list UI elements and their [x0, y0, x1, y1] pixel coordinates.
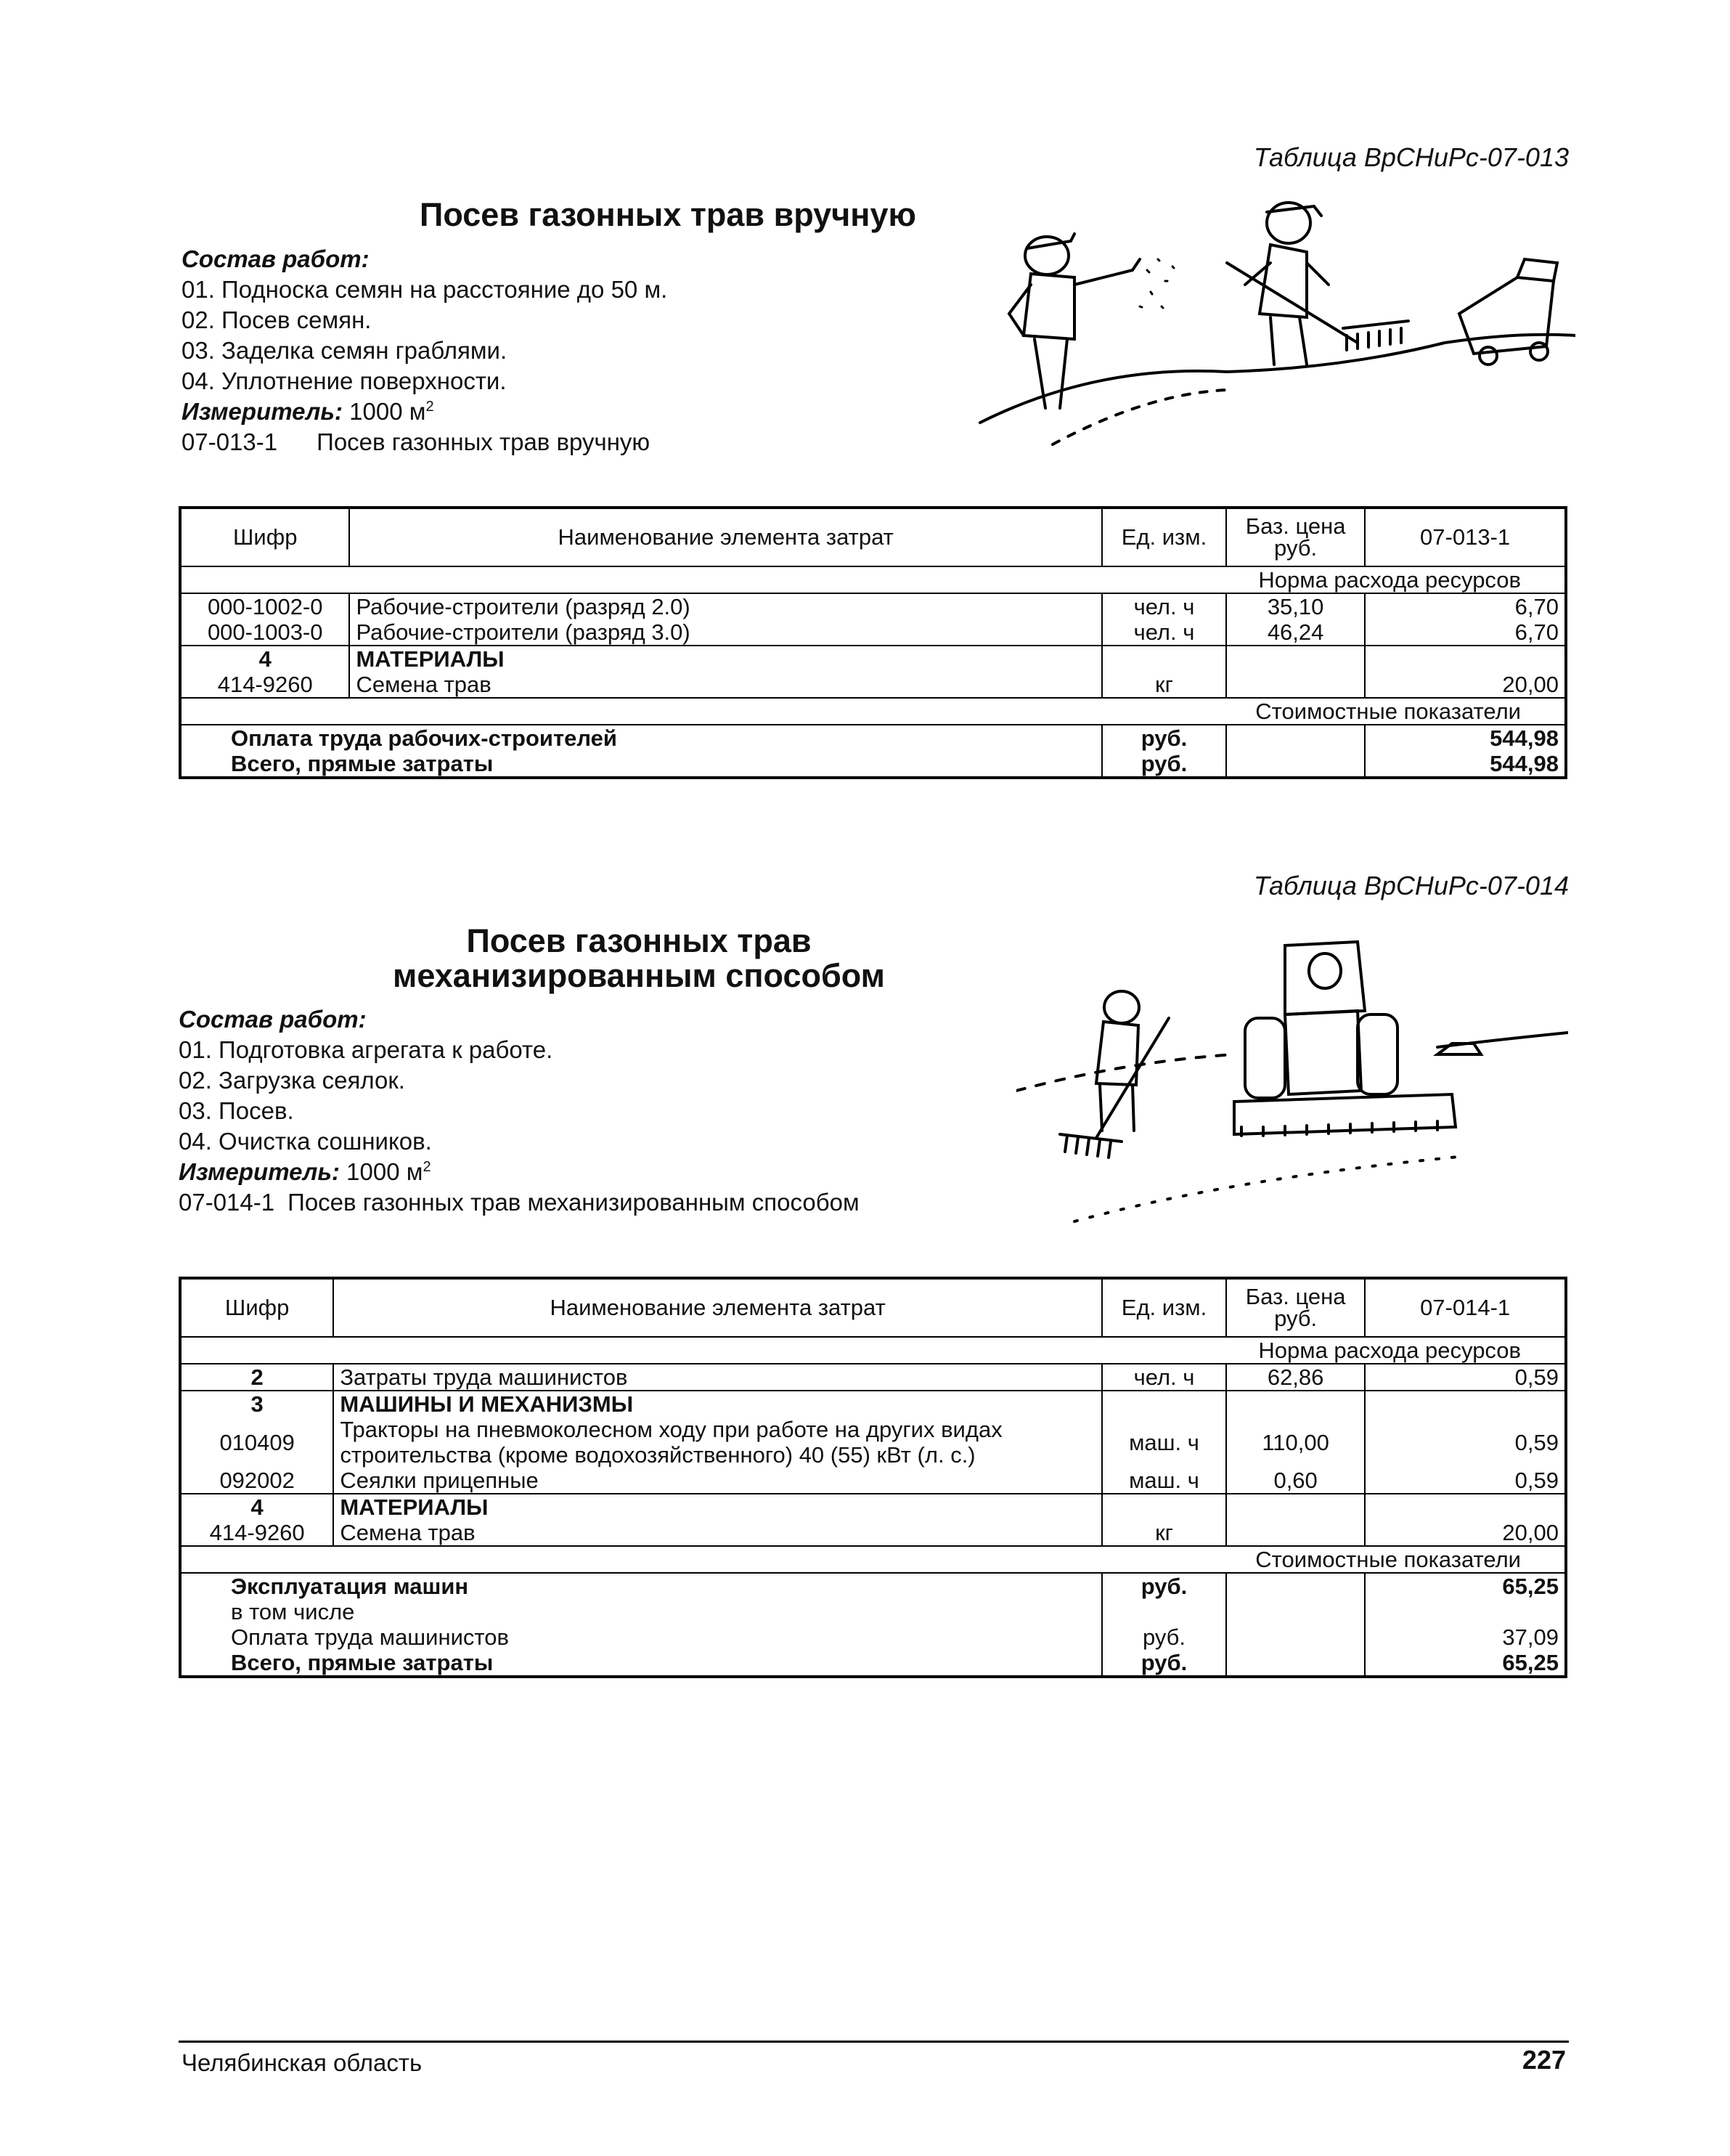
- work-item: 01. Подготовка агрегата к работе.: [179, 1036, 553, 1063]
- work-item: 03. Посев.: [179, 1097, 294, 1124]
- total-name: Всего, прямые затраты: [180, 751, 1102, 778]
- table-reference: Таблица ВрСНиРс-07-013: [1253, 142, 1569, 172]
- work-label: Состав работ:: [179, 1006, 367, 1033]
- row-name: Рабочие-строители (разряд 3.0): [349, 619, 1102, 646]
- rate-code: 07-013-1: [181, 428, 278, 455]
- measure-value: 1000 м: [349, 398, 426, 425]
- measure-value: 1000 м: [346, 1158, 423, 1185]
- row-price: [1226, 672, 1365, 698]
- total-row: [180, 1624, 1566, 1650]
- row-unit: кг: [1102, 1520, 1226, 1546]
- row-code: 092002: [180, 1468, 333, 1494]
- norm-caption: Норма расхода ресурсов: [180, 566, 1566, 593]
- row-name: МАТЕРИАЛЫ: [349, 646, 1102, 672]
- row-unit: чел. ч: [1102, 593, 1226, 619]
- header-cell: Ед. изм.: [1102, 508, 1226, 566]
- cost-table: [179, 506, 1567, 779]
- table-row: [180, 1417, 1566, 1468]
- row-unit: чел. ч: [1102, 619, 1226, 646]
- measure-label: Измеритель:: [179, 1158, 340, 1185]
- total-value: 65,25: [1365, 1573, 1566, 1599]
- header-cell: Шифр: [180, 508, 349, 566]
- header-cell: Баз. цена руб.: [1226, 1278, 1365, 1337]
- section-title: [312, 924, 966, 993]
- row-name-line: строительства (кроме водохозяйственного) 40 (55) кВт (л. с.): [340, 1442, 976, 1468]
- row-value: 20,00: [1365, 1520, 1566, 1546]
- measure-sup: 2: [425, 399, 434, 415]
- work-item: 02. Посев семян.: [181, 306, 372, 333]
- section-title: Посев газонных трав вручную: [420, 196, 916, 233]
- total-value: 65,25: [1365, 1650, 1566, 1677]
- total-row: [180, 1573, 1566, 1599]
- header-cell: Наименование элемента затрат: [333, 1278, 1102, 1337]
- section-title-line: Посев газонных трав: [466, 922, 812, 959]
- total-unit: руб.: [1102, 725, 1226, 751]
- measure-sup: 2: [423, 1159, 431, 1175]
- code-line: [181, 427, 667, 457]
- table-reference: Таблица ВрСНиРс-07-014: [1253, 871, 1569, 900]
- row-value: 0,59: [1365, 1364, 1566, 1391]
- rate-code: 07-014-1: [179, 1189, 275, 1216]
- rate-description: Посев газонных трав вручную: [317, 428, 650, 455]
- row-price: 62,86: [1226, 1364, 1365, 1391]
- work-item: 01. Подноска семян на расстояние до 50 м.: [181, 276, 668, 303]
- work-item: 04. Уплотнение поверхности.: [181, 367, 507, 394]
- row-code: 2: [180, 1364, 333, 1391]
- table-row: [180, 593, 1566, 619]
- row-code: 4: [180, 1494, 333, 1520]
- table-header: [180, 508, 1566, 566]
- row-name: Затраты труда машинистов: [333, 1364, 1102, 1391]
- cost-caption: Стоимостные показатели: [180, 698, 1566, 725]
- row-code: 010409: [180, 1417, 333, 1468]
- table-row: [180, 619, 1566, 646]
- row-code: 414-9260: [180, 1520, 333, 1546]
- cost-caption: Стоимостные показатели: [180, 1546, 1566, 1573]
- header-cell: Наименование элемента затрат: [349, 508, 1102, 566]
- row-name: [333, 1417, 1102, 1468]
- total-row: [180, 1599, 1566, 1624]
- footer-region: Челябинская область: [181, 2049, 423, 2076]
- section-title-line: механизированным способом: [393, 957, 885, 994]
- row-unit: маш. ч: [1102, 1417, 1226, 1468]
- total-value: 544,98: [1365, 751, 1566, 778]
- cost-caption-row: [180, 698, 1566, 725]
- table-row-group: [180, 1494, 1566, 1520]
- total-unit: руб.: [1102, 1650, 1226, 1677]
- header-cell: 07-013-1: [1365, 508, 1566, 566]
- row-value: 0,59: [1365, 1417, 1566, 1468]
- total-unit: [1102, 1599, 1226, 1624]
- total-row: [180, 725, 1566, 751]
- work-item: 02. Загрузка сеялок.: [179, 1067, 405, 1094]
- row-value: 20,00: [1365, 672, 1566, 698]
- total-name: Оплата труда рабочих-строителей: [180, 725, 1102, 751]
- row-name: Рабочие-строители (разряд 2.0): [349, 593, 1102, 619]
- table-row: [180, 1364, 1566, 1391]
- row-price: 35,10: [1226, 593, 1365, 619]
- row-code: 000-1003-0: [180, 619, 349, 646]
- table-row: [180, 1468, 1566, 1494]
- row-price: [1226, 1520, 1365, 1546]
- total-name: Всего, прямые затраты: [180, 1650, 1102, 1677]
- total-value: 544,98: [1365, 725, 1566, 751]
- row-value: 6,70: [1365, 593, 1566, 619]
- total-row: [180, 1650, 1566, 1677]
- total-name: Оплата труда машинистов: [180, 1624, 1102, 1650]
- table-row-group: [180, 646, 1566, 672]
- measure-line: [179, 1157, 860, 1187]
- total-name: Эксплуатация машин: [180, 1573, 1102, 1599]
- norm-caption-row: [180, 1337, 1566, 1364]
- row-name-line: Тракторы на пневмоколесном ходу при работе на других видах: [340, 1417, 1003, 1442]
- norm-caption-row: [180, 566, 1566, 593]
- header-cell: 07-014-1: [1365, 1278, 1566, 1337]
- workers-sowing-illustration: [966, 190, 1575, 466]
- total-value: 37,09: [1365, 1624, 1566, 1650]
- table-row: [180, 1520, 1566, 1546]
- total-unit: руб.: [1102, 751, 1226, 778]
- total-row: [180, 751, 1566, 778]
- row-price: 46,24: [1226, 619, 1365, 646]
- total-name: в том числе: [180, 1599, 1102, 1624]
- table-header: [180, 1278, 1566, 1337]
- norm-caption: Норма расхода ресурсов: [180, 1337, 1566, 1364]
- row-code: 3: [180, 1391, 333, 1417]
- footer-rule: [179, 2041, 1569, 2043]
- row-name: МАШИНЫ И МЕХАНИЗМЫ: [333, 1391, 1102, 1417]
- table-row-group: [180, 1391, 1566, 1417]
- row-name: Сеялки прицепные: [333, 1468, 1102, 1494]
- work-composition: [179, 1004, 860, 1218]
- total-unit: руб.: [1102, 1624, 1226, 1650]
- row-price: 110,00: [1226, 1417, 1365, 1468]
- row-value: 0,59: [1365, 1468, 1566, 1494]
- measure-line: [181, 396, 667, 427]
- header-cell: Шифр: [180, 1278, 333, 1337]
- work-composition: [181, 244, 667, 457]
- total-value: [1365, 1599, 1566, 1624]
- header-cell: Баз. цена руб.: [1226, 508, 1365, 566]
- row-code: 414-9260: [180, 672, 349, 698]
- tractor-seeding-illustration: [1016, 916, 1568, 1243]
- rate-description: Посев газонных трав механизированным способом: [287, 1189, 860, 1216]
- measure-label: Измеритель:: [181, 398, 343, 425]
- page-number: 227: [1522, 2045, 1566, 2075]
- row-unit: маш. ч: [1102, 1468, 1226, 1494]
- code-line: [179, 1187, 860, 1218]
- table-row: [180, 672, 1566, 698]
- work-item: 04. Очистка сошников.: [179, 1128, 432, 1155]
- row-name: Семена трав: [333, 1520, 1102, 1546]
- total-unit: руб.: [1102, 1573, 1226, 1599]
- header-cell: Ед. изм.: [1102, 1278, 1226, 1337]
- row-name: МАТЕРИАЛЫ: [333, 1494, 1102, 1520]
- row-value: 6,70: [1365, 619, 1566, 646]
- work-label: Состав работ:: [181, 245, 370, 272]
- row-unit: чел. ч: [1102, 1364, 1226, 1391]
- cost-caption-row: [180, 1546, 1566, 1573]
- work-item: 03. Заделка семян граблями.: [181, 337, 507, 364]
- row-name: Семена трав: [349, 672, 1102, 698]
- row-price: 0,60: [1226, 1468, 1365, 1494]
- row-code: 000-1002-0: [180, 593, 349, 619]
- row-unit: кг: [1102, 672, 1226, 698]
- cost-table: [179, 1277, 1567, 1678]
- row-code: 4: [180, 646, 349, 672]
